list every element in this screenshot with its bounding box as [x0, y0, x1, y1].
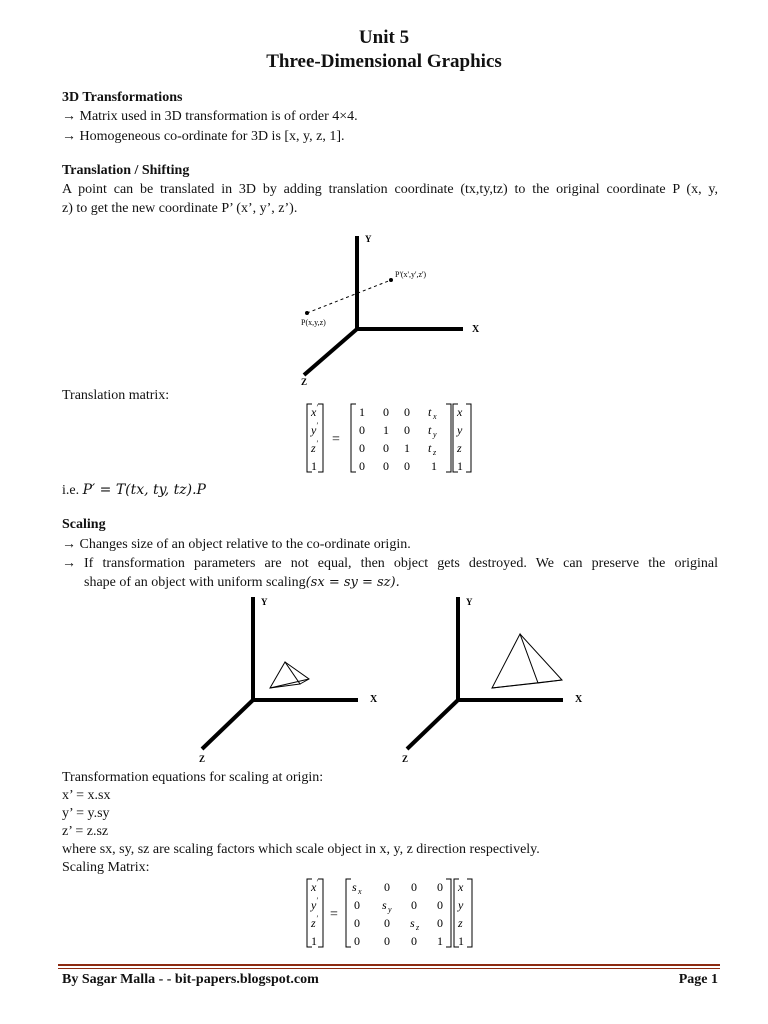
- svg-text:0: 0: [384, 934, 390, 948]
- section-heading-translation: Translation / Shifting: [62, 163, 190, 178]
- translation-matrix-equation: [300, 400, 490, 476]
- svg-text:t: t: [428, 423, 432, 437]
- svg-text:1: 1: [404, 441, 410, 455]
- svg-text:1: 1: [458, 934, 464, 948]
- svg-text:0: 0: [359, 423, 365, 437]
- list-item-text: Matrix used in 3D transformation is of order 4×4.: [79, 109, 358, 124]
- svg-text:0: 0: [411, 898, 417, 912]
- translation-ie-line: [62, 481, 206, 500]
- svg-text:′: ′: [316, 439, 318, 448]
- svg-text:x: x: [458, 880, 464, 894]
- arrow-icon: →: [62, 556, 76, 571]
- svg-text:′: ′: [316, 421, 318, 430]
- y-axis-label: Y: [365, 234, 372, 244]
- point-p-prime: [389, 278, 393, 282]
- svg-text:z: z: [311, 916, 316, 930]
- list-item: [62, 536, 411, 554]
- svg-text:z: z: [457, 441, 462, 455]
- z-axis: [407, 700, 458, 749]
- svg-text:x: x: [433, 412, 437, 421]
- footer-author: By Sagar Malla - - bit-papers.blogspot.com: [62, 972, 319, 987]
- page-title: Three-Dimensional Graphics: [266, 51, 502, 72]
- svg-text:t: t: [428, 405, 432, 419]
- translation-matrix-label: Translation matrix:: [62, 388, 170, 403]
- scaling-equation-y: y’ = y.sy: [62, 806, 110, 821]
- svg-text:x: x: [457, 405, 463, 419]
- svg-text:z: z: [416, 923, 420, 932]
- svg-text:t: t: [428, 441, 432, 455]
- svg-text:x: x: [311, 405, 317, 419]
- footer-rule-thick: [58, 964, 720, 966]
- translation-path: [307, 280, 391, 313]
- list-item-text: Homogeneous co-ordinate for 3D is [x, y, z, 1].: [79, 129, 345, 144]
- svg-text:0: 0: [384, 916, 390, 930]
- z-axis: [202, 700, 253, 749]
- svg-text:=: =: [332, 432, 340, 447]
- svg-text:y: y: [311, 423, 317, 437]
- translation-axes-diagram: [290, 228, 500, 388]
- svg-text:0: 0: [383, 459, 389, 473]
- svg-text:0: 0: [383, 441, 389, 455]
- section-heading-scaling: Scaling: [62, 517, 106, 532]
- svg-text:y: y: [388, 905, 392, 914]
- svg-text:0: 0: [359, 441, 365, 455]
- svg-text:′: ′: [316, 914, 318, 923]
- scaling-matrix-equation: [300, 875, 490, 951]
- svg-text:0: 0: [359, 459, 365, 473]
- z-axis: [304, 329, 357, 375]
- svg-text:0: 0: [404, 459, 410, 473]
- list-item: [62, 555, 76, 573]
- svg-text:z: z: [311, 441, 316, 455]
- list-item-text: shape of an object with uniform scaling: [84, 575, 306, 590]
- y-axis-label: Y: [466, 597, 473, 607]
- scaling-matrix-label: Scaling Matrix:: [62, 860, 150, 875]
- z-axis-label: Z: [301, 377, 308, 387]
- svg-text:0: 0: [437, 916, 443, 930]
- svg-text:1: 1: [437, 934, 443, 948]
- scaling-factors-description: where sx, sy, sz are scaling factors which scale object in x, y, z direction respectively.: [62, 842, 540, 857]
- small-pyramid: [270, 662, 309, 688]
- x-axis-label: X: [472, 324, 480, 335]
- section-heading-3d-transformations: 3D Transformations: [62, 90, 183, 105]
- scaling-bullet2-line1: If transformation parameters are not equal, then object gets destroyed. We can preserve the original: [84, 556, 718, 571]
- scaling-equations-intro: Transformation equations for scaling at origin:: [62, 770, 324, 785]
- svg-text:0: 0: [404, 423, 410, 437]
- svg-text:0: 0: [354, 934, 360, 948]
- point-p: [305, 311, 309, 315]
- svg-text:z: z: [458, 916, 463, 930]
- svg-text:0: 0: [404, 405, 410, 419]
- svg-text:′: ′: [316, 403, 318, 412]
- svg-text:0: 0: [437, 880, 443, 894]
- scaling-diagram-original: [190, 592, 400, 767]
- svg-text:1: 1: [311, 459, 317, 473]
- svg-text:s: s: [410, 916, 415, 930]
- svg-text:s: s: [352, 880, 357, 894]
- svg-text:1: 1: [383, 423, 389, 437]
- list-item: [62, 128, 345, 146]
- svg-text:0: 0: [354, 898, 360, 912]
- svg-text:′: ′: [316, 878, 318, 887]
- arrow-icon: →: [62, 109, 76, 124]
- scaling-equation-x: x’ = x.sx: [62, 788, 111, 803]
- unit-title: Unit 5: [358, 27, 410, 48]
- y-axis-label: Y: [261, 597, 268, 607]
- svg-text:y: y: [457, 423, 463, 437]
- svg-text:=: =: [330, 907, 338, 922]
- svg-text:y: y: [311, 898, 317, 912]
- svg-text:′: ′: [316, 896, 318, 905]
- footer-page-number: Page 1: [678, 972, 718, 987]
- svg-text:0: 0: [384, 880, 390, 894]
- point-p-prime-label: P'(x',y',z'): [395, 270, 427, 279]
- svg-text:0: 0: [383, 405, 389, 419]
- svg-text:0: 0: [437, 898, 443, 912]
- svg-text:0: 0: [354, 916, 360, 930]
- svg-text:x: x: [311, 880, 317, 894]
- scaling-diagram-scaled: [395, 592, 605, 767]
- translation-equation: P′ = T(tx, ty, tz).P: [82, 482, 206, 498]
- svg-text:x: x: [358, 887, 362, 896]
- z-axis-label: Z: [402, 754, 409, 764]
- svg-text:1: 1: [359, 405, 365, 419]
- svg-text:1: 1: [431, 459, 437, 473]
- z-axis-label: Z: [199, 754, 206, 764]
- svg-text:y: y: [433, 430, 437, 439]
- large-pyramid: [492, 634, 562, 688]
- scaling-equation-z: z’ = z.sz: [62, 824, 109, 839]
- svg-text:y: y: [458, 898, 464, 912]
- point-p-label: P(x,y,z): [301, 318, 326, 327]
- arrow-icon: →: [62, 537, 76, 552]
- svg-text:0: 0: [411, 934, 417, 948]
- uniform-scaling-equation: (sx = sy = sz).: [305, 575, 400, 590]
- svg-text:0: 0: [411, 880, 417, 894]
- svg-text:s: s: [382, 898, 387, 912]
- x-axis-label: X: [370, 694, 378, 705]
- list-item-text: Changes size of an object relative to the co-ordinate origin.: [79, 537, 411, 552]
- arrow-icon: →: [62, 129, 76, 144]
- ie-label: i.e.: [62, 483, 80, 498]
- scaling-bullet2-line2: [84, 574, 400, 592]
- translation-paragraph-line1: A point can be translated in 3D by adding translation coordinate (tx,ty,tz) to the original coordinate P (x, y,: [62, 182, 718, 197]
- translation-paragraph-line2: z) to get the new coordinate P’ (x’, y’, z’).: [62, 201, 298, 216]
- x-axis-label: X: [575, 694, 583, 705]
- list-item: [62, 108, 358, 126]
- svg-text:1: 1: [311, 934, 317, 948]
- svg-text:1: 1: [457, 459, 463, 473]
- footer-rule-thin: [58, 968, 720, 969]
- svg-text:z: z: [433, 448, 437, 457]
